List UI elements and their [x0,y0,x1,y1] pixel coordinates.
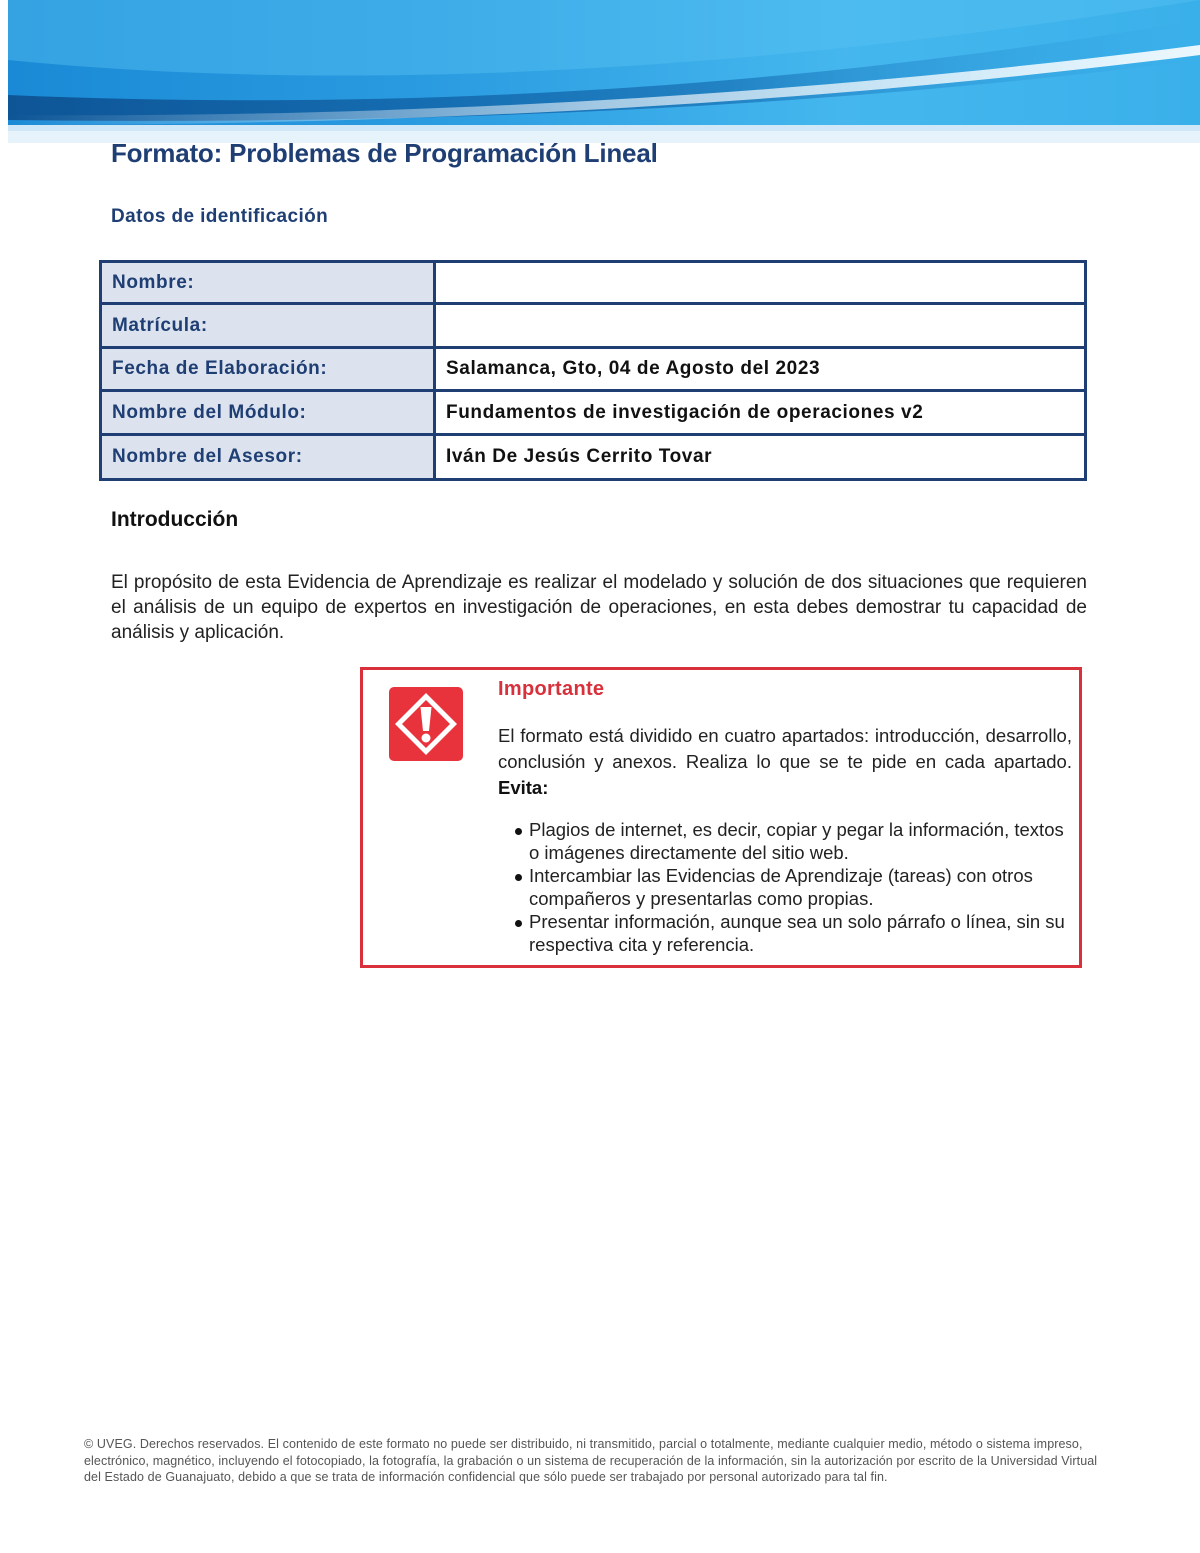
list-item-text: Intercambiar las Evidencias de Aprendizaje (tareas) con otros compañeros y presentarlas como propias. [529,865,1033,909]
bullet-icon [515,828,522,835]
avoid-list [498,819,1072,956]
intro-paragraph: El propósito de esta Evidencia de Aprendizaje es realizar el modelado y solución de dos situaciones que requieren el análisis de un equipo de expertos en investigación de operaciones, en esta debes demostrar tu capacidad de análisis y aplicación. [111,572,1087,643]
table-row [101,262,1086,304]
page-title: Formato: Problemas de Programación Lineal [111,138,658,168]
date-value[interactable]: Salamanca, Gto, 04 de Agosto del 2023 [435,348,1086,391]
table-row [101,435,1086,480]
table-row [101,348,1086,391]
table-row [101,304,1086,348]
module-value[interactable]: Fundamentos de investigación de operaciones v2 [435,391,1086,435]
important-text [498,723,1072,801]
bullet-icon [515,874,522,881]
important-content [498,678,1072,957]
list-item-text: Presentar información, aunque sea un solo párrafo o línea, sin su respectiva cita y referencia. [529,911,1065,955]
avoid-label: Evita: [498,777,549,798]
important-paragraph: El formato está dividido en cuatro apartados: introducción, desarrollo, conclusión y anexos. Realiza lo que se te pide en cada apartado. [498,725,1072,772]
table-row [101,391,1086,435]
important-box [360,667,1082,968]
enrollment-value[interactable] [435,304,1086,348]
intro-heading: Introducción [111,508,239,531]
section-subtitle: Datos de identificación [111,206,329,227]
warning-icon [389,687,463,761]
enrollment-label: Matrícula: [101,304,435,348]
important-title: Importante [498,678,605,700]
list-item-text: Plagios de internet, es decir, copiar y pegar la información, textos o imágenes directamente del sitio web. [529,819,1064,863]
copyright-footer: © UVEG. Derechos reservados. El contenido de este formato no puede ser distribuido, ni transmitido, parcial o totalmente, mediante cualquier medio, método o sistema impreso, electrónico, magnético, incluyendo el fotocopiado, la fotografía, la grabación o un sistema de recuperación de la información, sin la autorización por escrito de la Universidad Virtual del Estado de Guanajuato, debido a que se trata de información confidencial que sólo puede ser trabajado por personal autorizado para tal fin. [84,1437,1098,1484]
list-item [498,865,1072,910]
list-item [498,911,1072,956]
advisor-value[interactable]: Iván De Jesús Cerrito Tovar [435,435,1086,480]
name-value[interactable] [435,262,1086,304]
identification-table [99,260,1087,481]
module-label: Nombre del Módulo: [101,391,435,435]
bullet-icon [515,920,522,927]
list-item [498,819,1072,864]
name-label: Nombre: [101,262,435,304]
advisor-label: Nombre del Asesor: [101,435,435,480]
date-label: Fecha de Elaboración: [101,348,435,391]
header-banner [8,0,1200,143]
